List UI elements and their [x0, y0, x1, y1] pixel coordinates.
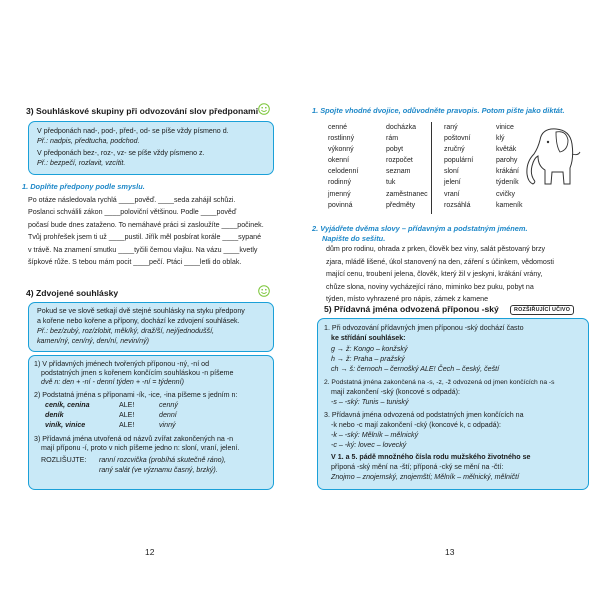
- example-line: h → ž: Praha – pražský: [331, 355, 405, 363]
- example-line: Znojmo – znojemský, znojemští; Mělník – mělnický, mělničtí: [331, 473, 520, 481]
- text-line: Tvůj prohřešek jsem ti už ____pustil. Jiřík měl posbírat korále ____sypané: [28, 233, 262, 242]
- section-4-rule-box: [28, 302, 274, 352]
- rule-line: 3) Přídavná jména utvořená od názvů zvířat zakončených na -n: [34, 435, 234, 443]
- rule-line: 2) Podstatná jména s příponami -ík, -ice, -ina píšeme s jedním n:: [34, 391, 238, 399]
- example-line: raný salát (ve významu časný, brzký).: [99, 466, 218, 474]
- smiley-icon: [258, 103, 270, 115]
- exercise-1-text: [28, 194, 278, 268]
- page-number: 13: [445, 547, 455, 557]
- word: rodinný: [328, 179, 351, 187]
- section-5-rule-box: [317, 318, 589, 490]
- smiley-icon: [258, 285, 270, 297]
- exercise-2-text: [326, 243, 588, 306]
- word: okenní: [328, 157, 350, 165]
- word-column-4: [496, 122, 522, 211]
- rule-line: Pokud se ve slově setkají dvě stejné souhlásky na styku předpony: [37, 307, 245, 315]
- rule-line: příponá -ský mění na -ští; příponá -cký se mění na -čtí:: [331, 463, 504, 471]
- example-word: cenný: [159, 401, 178, 409]
- word: vinice: [496, 124, 514, 131]
- rule-line: V předponách nad-, pod-, před-, od- se píše vždy písmeno d.: [37, 127, 229, 135]
- text-line: dům pro rodinu, ohrada z prken, člověk bez viny, salát pěstovaný brzy: [326, 245, 546, 253]
- example-line: Př.: bezpečí, rozlavit, vzcítit.: [37, 159, 126, 167]
- right-page: [300, 0, 600, 600]
- word: vraní: [444, 190, 460, 198]
- word: výkonný: [328, 146, 354, 154]
- word: docházka: [386, 124, 416, 131]
- example-line: ch → š: černoch – černošký ALE! Čech – český, čeští: [331, 365, 500, 373]
- rule-line: a kořene nebo kořene a přípony, dochází ke zdvojení souhlásek.: [37, 317, 240, 325]
- example-line: Př.: nadpis, předtucha, podchod.: [37, 137, 140, 145]
- example-line: -s – -ský: Tunis – tuniský: [331, 398, 409, 406]
- word: klý: [496, 135, 505, 143]
- example-line: g → ž: Kongo – konžský: [331, 345, 408, 353]
- text-line: týden, místo vyhrazené pro nápis, zámek z kamene: [326, 295, 489, 304]
- word: pobyt: [386, 146, 404, 154]
- section-4-detail-box: [28, 355, 274, 490]
- column-divider: [431, 122, 432, 214]
- rule-line: V předponách bez-, roz-, vz- se píše vždy písmeno z.: [37, 149, 205, 157]
- example-line: -c – -ký: lovec – lovecký: [331, 441, 407, 449]
- rule-line: podstatných jmen s kořenem končícím souhláskou -n píšeme: [41, 369, 234, 377]
- example-line: ranní rozcvička (probíhá skutečně ráno),: [99, 456, 226, 464]
- exercise-2-subtitle: Napište do sešitu.: [322, 234, 386, 243]
- rule-line: V 1. a 5. pádě množného čísla rodu mužského životného se: [331, 453, 531, 461]
- exercise-1-title: 1. Spojte vhodné dvojice, odůvodněte pravopis. Potom pište jako diktát.: [312, 106, 565, 115]
- rule-line: 3. Přídavná jména odvozená od podstatných jmen končících na: [324, 411, 524, 419]
- example-word: denní: [159, 411, 177, 419]
- word: rozsáhlá: [444, 201, 471, 209]
- elephant-illustration: [526, 124, 584, 192]
- word: cvičky: [496, 190, 516, 198]
- word: povinná: [328, 201, 353, 209]
- word: jmenný: [328, 190, 351, 198]
- word: sloní: [444, 168, 459, 176]
- text-line: mající cenu, troubení jelena, člověk, který žil v jeskyni, krákání vrány,: [326, 270, 543, 279]
- word-column-1: [328, 122, 358, 211]
- exercise-2-title: 2. Vyjádřete dvěma slovy – přídavným a podstatným jménem.: [312, 224, 528, 233]
- section-4-title: 4) Zdvojené souhlásky: [26, 288, 119, 298]
- example-word: viník, vinice: [45, 421, 86, 429]
- word: parohy: [496, 157, 518, 165]
- word: rostlinný: [328, 135, 355, 143]
- word: celodenní: [328, 168, 359, 176]
- word: poštovní: [444, 135, 471, 143]
- alert-word: ALE!: [119, 421, 135, 429]
- word-column-2: [386, 122, 428, 211]
- word-column-3: [444, 122, 473, 211]
- text-line: v trávě. Na znamení smutku ____tyčili černou vlajku. Na vázu ____kvetly: [28, 245, 258, 254]
- word: květák: [496, 146, 517, 154]
- word: zručný: [444, 146, 465, 154]
- example-word: ceník, cenina: [45, 401, 90, 409]
- word: kameník: [496, 201, 523, 209]
- section-5-title: 5) Přídavná jména odvozená příponou -ský: [324, 304, 499, 314]
- text-line: Po otáze následovala rychlá ____pověď. ____seda zahájil schůzi.: [28, 196, 236, 204]
- page-number: 12: [145, 547, 155, 557]
- example-word: deník: [45, 411, 64, 419]
- example-line: Př.: bez/zubý, roz/zlobit, měk/ký, draž/ší, nej/jednodušší,: [37, 327, 215, 335]
- rule-line: mají zakončení -ský (koncové s odpadá):: [331, 388, 460, 396]
- text-line: Poslanci schválili zákon ____poloviční většinou. Podle ____pověď: [28, 208, 237, 217]
- rozlisujte-label: ROZLIŠUJTE:: [41, 456, 87, 464]
- section-3-rule-box: [28, 121, 274, 175]
- word: cenné: [328, 124, 348, 131]
- section-3-title: 3) Souhláskové skupiny při odvozování slov předponami: [26, 106, 259, 116]
- text-line: šípkové růže. S tebou mám pocit ____pečí. Ptáci ____letli do oblak.: [28, 258, 242, 267]
- rule-line: 2. Podstatná jména zakončená na -s, -z, -ž odvozená od jmen končících na -s: [324, 379, 555, 386]
- rule-line: mají příponu -í, proto v nich píšeme jedno n: sloní, vraní, jelení.: [41, 444, 240, 452]
- extended-curriculum-badge: ROZŠIŘUJÍCÍ UČIVO: [510, 305, 574, 315]
- rule-line: 1) V přídavných jménech tvořených příponou -ný, -ní od: [34, 360, 210, 368]
- text-line: chůze slona, noviny vycházející ráno, miminko bez puku, pobyt na: [326, 282, 534, 291]
- example-line: dvě n: den + -ní - denní týden + -ní = týdenní): [41, 378, 184, 386]
- alert-word: ALE!: [119, 401, 135, 409]
- example-word: vinný: [159, 421, 176, 429]
- word: tuk: [386, 179, 396, 187]
- word: zaměstnanec: [386, 190, 428, 198]
- example-line: kamen/ný, cen/ný, den/ní, nevin/ný): [37, 337, 149, 345]
- rule-line: -k nebo -c mají zakončení -cký (koncové k, c odpadá):: [331, 421, 501, 429]
- word: raný: [444, 124, 458, 131]
- word: jelení: [444, 179, 461, 187]
- word: seznam: [386, 168, 411, 176]
- text-line: zjara, mládě lišené, úkol stanovený na den, záření s účinkem, vědomosti: [326, 257, 554, 266]
- rule-line: ke střídání souhlásek:: [331, 334, 406, 342]
- word: rozpočet: [386, 157, 413, 165]
- word: předměty: [386, 201, 416, 209]
- exercise-1-title: 1. Doplňte předpony podle smyslu.: [22, 182, 145, 191]
- word: populární: [444, 157, 474, 165]
- example-line: -k – -ský: Mělník – mělnický: [331, 431, 419, 439]
- rule-line: 1. Při odvozování přídavných jmen příponou -ský dochází často: [324, 324, 524, 332]
- text-line: počasí bude dnes zataženo. To nemáhavé práci si zasloužíte ____počinek.: [28, 220, 264, 229]
- word: týdeník: [496, 179, 519, 187]
- word: rám: [386, 135, 399, 143]
- alert-word: ALE!: [119, 411, 135, 419]
- word: krákání: [496, 168, 519, 176]
